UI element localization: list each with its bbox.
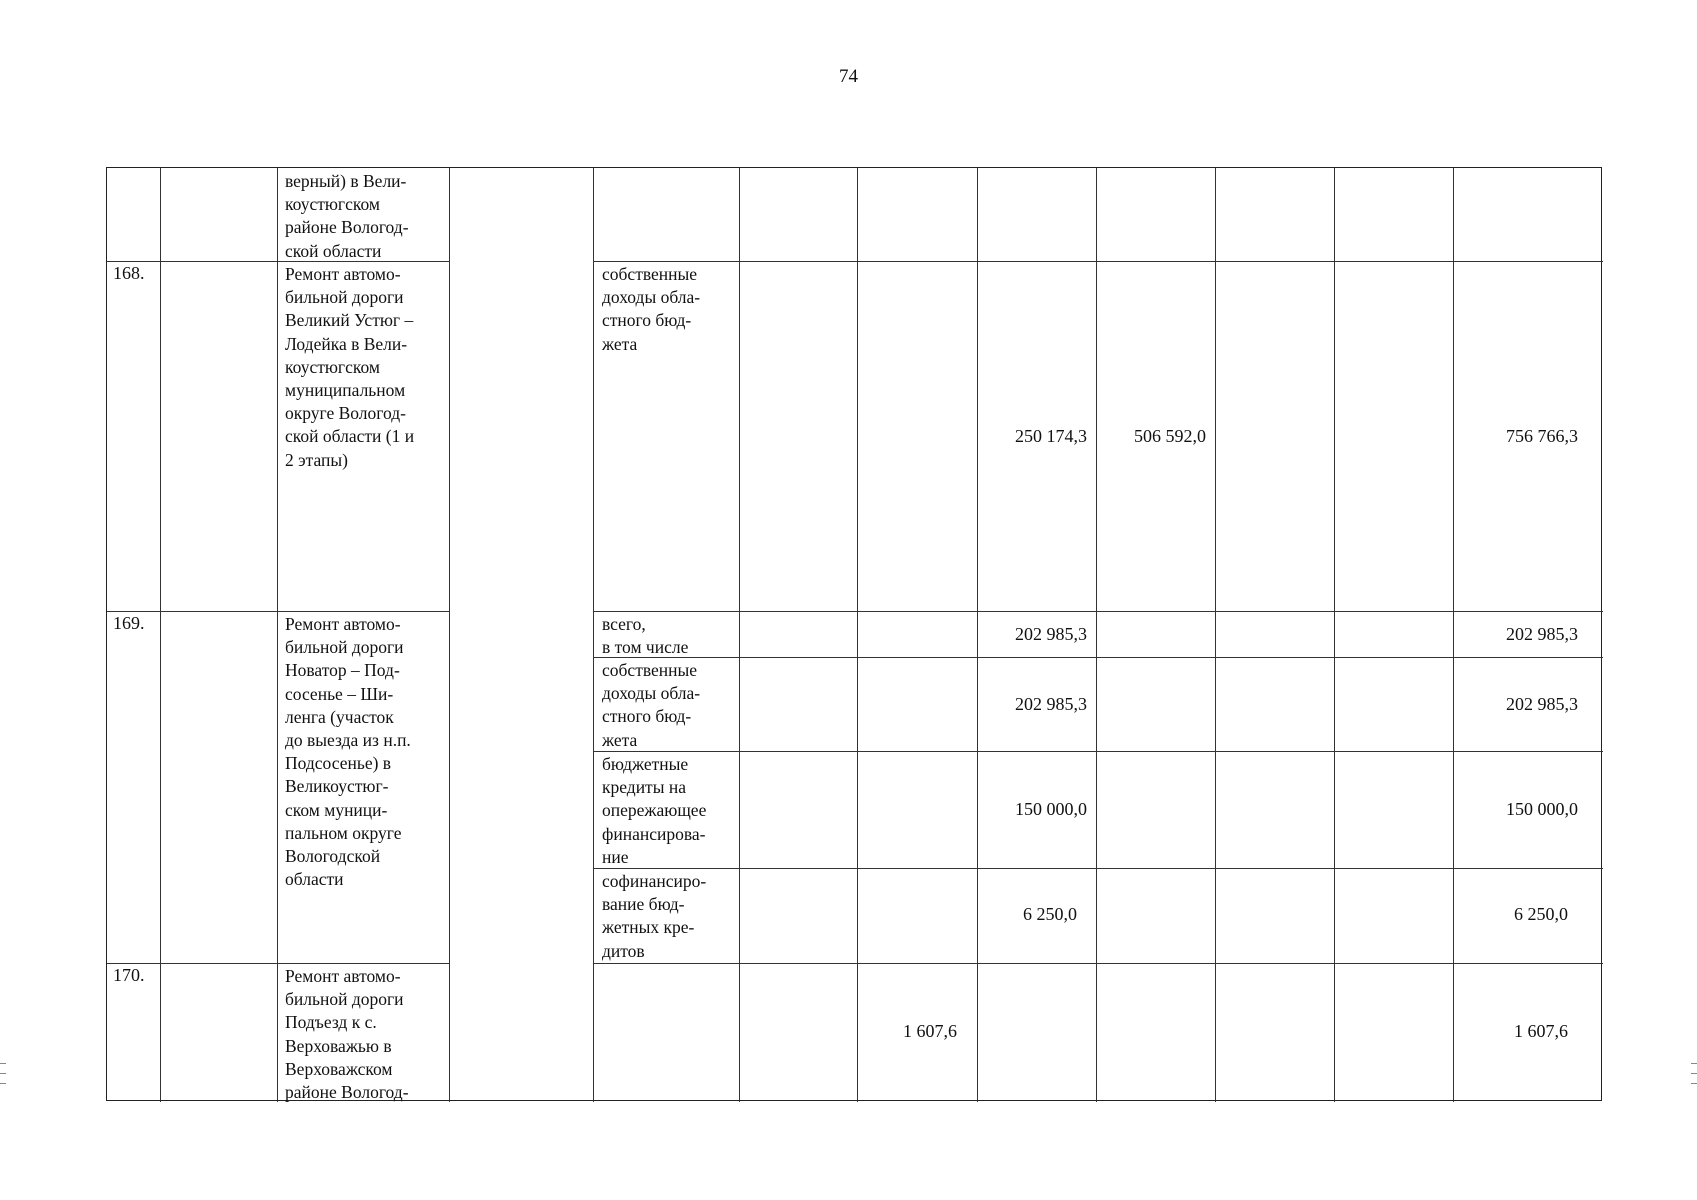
funding-source-cell: софинансиро- вание бюд- жетных кре- дитов bbox=[602, 871, 707, 961]
row-number: 168. bbox=[113, 263, 145, 283]
row-divider bbox=[107, 963, 449, 964]
col-divider bbox=[277, 168, 278, 1102]
amount-cell: 506 592,0 bbox=[1134, 426, 1206, 446]
amount-cell: 150 000,0 bbox=[1015, 799, 1087, 819]
col-divider bbox=[593, 168, 594, 1102]
scan-mark bbox=[1691, 1083, 1697, 1084]
scan-mark bbox=[0, 1083, 6, 1084]
scan-mark bbox=[1691, 1073, 1697, 1074]
row-divider bbox=[107, 611, 449, 612]
total-cell: 6 250,0 bbox=[1514, 904, 1568, 924]
road-name-cell: Ремонт автомо- бильной дороги Подъезд к с. Верховажью в Верховажском районе Вологод- bbox=[285, 966, 409, 1103]
road-name-cell: верный) в Вели- коустюгском районе Вологод- ской области bbox=[285, 171, 409, 261]
row-number: 170. bbox=[113, 965, 145, 985]
row-divider bbox=[593, 963, 1603, 964]
col-divider bbox=[449, 168, 450, 1102]
total-cell: 202 985,3 bbox=[1506, 694, 1578, 714]
funding-source-cell: всего, в том числе bbox=[602, 614, 689, 658]
row-divider bbox=[593, 261, 1603, 262]
budget-table bbox=[106, 167, 1602, 1101]
row-divider bbox=[593, 751, 1603, 752]
row-divider bbox=[593, 611, 1603, 612]
amount-cell: 250 174,3 bbox=[1015, 426, 1087, 446]
col-divider bbox=[160, 168, 161, 1102]
road-name-cell: Ремонт автомо- бильной дороги Новатор – Под- сосенье – Ши- ленга (участок до выезда из н.п. Подсосенье) в Великоустюг- ском муници- пальном округе Вологодской области bbox=[285, 614, 411, 890]
total-cell: 202 985,3 bbox=[1506, 624, 1578, 644]
amount-cell: 6 250,0 bbox=[1023, 904, 1077, 924]
total-cell: 150 000,0 bbox=[1506, 799, 1578, 819]
col-divider bbox=[739, 168, 740, 1102]
amount-cell: 202 985,3 bbox=[1015, 694, 1087, 714]
funding-source-cell: собственные доходы обла- стного бюд- жета bbox=[602, 660, 701, 750]
funding-source-cell: бюджетные кредиты на опережающее финансирова- ние bbox=[602, 754, 707, 867]
amount-cell: 202 985,3 bbox=[1015, 624, 1087, 644]
amount-cell: 1 607,6 bbox=[903, 1021, 957, 1041]
scan-mark bbox=[0, 1073, 6, 1074]
total-cell: 756 766,3 bbox=[1506, 426, 1578, 446]
col-divider bbox=[1096, 168, 1097, 1102]
road-name-cell: Ремонт автомо- бильной дороги Великий Устюг – Лодейка в Вели- коустюгском муниципальном округе Вологод- ской области (1 и 2 этапы) bbox=[285, 264, 415, 470]
col-divider bbox=[1334, 168, 1335, 1102]
funding-source-cell: собственные доходы обла- стного бюд- жета bbox=[602, 264, 701, 354]
scan-mark bbox=[0, 1063, 6, 1064]
total-cell: 1 607,6 bbox=[1514, 1021, 1568, 1041]
col-divider bbox=[1215, 168, 1216, 1102]
scan-mark bbox=[1691, 1063, 1697, 1064]
page-number: 74 bbox=[839, 66, 858, 87]
row-divider bbox=[593, 657, 1603, 658]
row-number: 169. bbox=[113, 613, 145, 633]
col-divider bbox=[857, 168, 858, 1102]
row-divider bbox=[593, 868, 1603, 869]
